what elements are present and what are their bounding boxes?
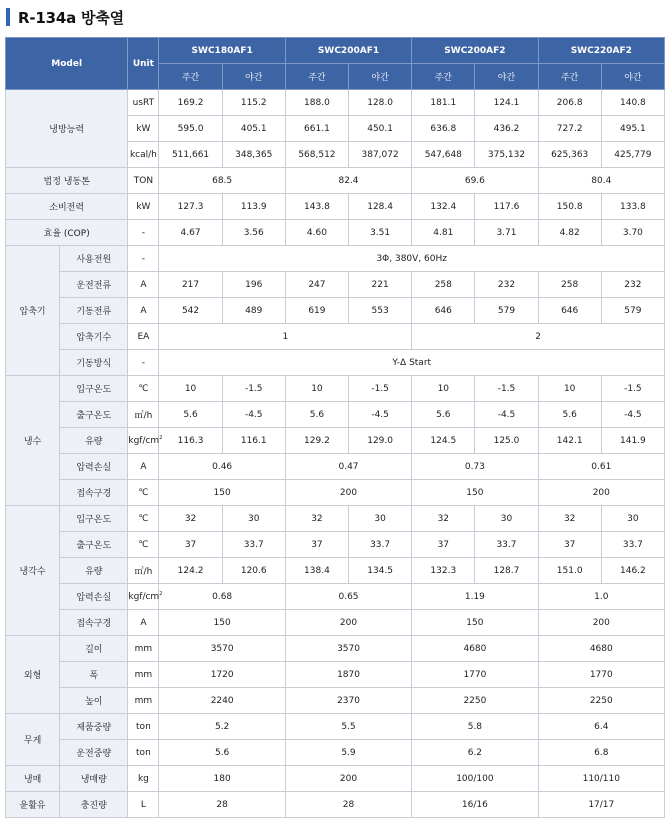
unit-cell: ㎥/h bbox=[128, 558, 159, 584]
value-cell: -1.5 bbox=[222, 376, 285, 402]
row-label: 제품중량 bbox=[60, 714, 128, 740]
row-label-cop: 효율 (COP) bbox=[6, 220, 128, 246]
value-cell: 495.1 bbox=[601, 116, 664, 142]
value-cell: 128.4 bbox=[349, 194, 412, 220]
unit-cell: kW bbox=[128, 116, 159, 142]
value-cell: 646 bbox=[538, 298, 601, 324]
value-cell: 646 bbox=[412, 298, 475, 324]
value-cell: 32 bbox=[285, 506, 348, 532]
value-cell: 150 bbox=[159, 610, 285, 636]
value-cell: 32 bbox=[159, 506, 222, 532]
value-cell: 619 bbox=[285, 298, 348, 324]
value-cell: 6.4 bbox=[538, 714, 664, 740]
header-day: 주간 bbox=[538, 64, 601, 90]
value-cell: 28 bbox=[285, 792, 411, 818]
table-row bbox=[6, 246, 665, 272]
unit-cell: - bbox=[128, 246, 159, 272]
table-row bbox=[6, 558, 665, 584]
value-cell: 200 bbox=[285, 480, 411, 506]
value-cell: 17/17 bbox=[538, 792, 664, 818]
value-cell: 82.4 bbox=[285, 168, 411, 194]
unit-cell: usRT bbox=[128, 90, 159, 116]
header-row-models bbox=[6, 38, 665, 64]
unit-cell: kg bbox=[128, 766, 159, 792]
header-day: 주간 bbox=[285, 64, 348, 90]
value-cell: 1 bbox=[159, 324, 412, 350]
value-cell: 247 bbox=[285, 272, 348, 298]
value-cell: 0.47 bbox=[285, 454, 411, 480]
value-cell: 3.70 bbox=[601, 220, 664, 246]
value-cell: 124.2 bbox=[159, 558, 222, 584]
unit-cell: A bbox=[128, 272, 159, 298]
unit-cell: mm bbox=[128, 688, 159, 714]
value-cell: 3.56 bbox=[222, 220, 285, 246]
value-cell: 489 bbox=[222, 298, 285, 324]
table-row bbox=[6, 168, 665, 194]
row-label: 기동방식 bbox=[60, 350, 128, 376]
unit-text: kgf/cm bbox=[128, 592, 160, 602]
value-cell: -1.5 bbox=[349, 376, 412, 402]
unit-cell: - bbox=[128, 350, 159, 376]
value-cell: 4.60 bbox=[285, 220, 348, 246]
row-label: 높이 bbox=[60, 688, 128, 714]
value-cell: 625,363 bbox=[538, 142, 601, 168]
value-cell: 5.2 bbox=[159, 714, 285, 740]
value-cell: 4680 bbox=[538, 636, 664, 662]
value-cell: 143.8 bbox=[285, 194, 348, 220]
value-cell: -4.5 bbox=[475, 402, 538, 428]
row-label: 기동전류 bbox=[60, 298, 128, 324]
value-cell: 375,132 bbox=[475, 142, 538, 168]
value-cell: 436.2 bbox=[475, 116, 538, 142]
value-cell: 4.82 bbox=[538, 220, 601, 246]
unit-cell: L bbox=[128, 792, 159, 818]
value-cell: 117.6 bbox=[475, 194, 538, 220]
unit-cell: ton bbox=[128, 714, 159, 740]
value-cell: 221 bbox=[349, 272, 412, 298]
value-cell: 3Φ, 380V, 60Hz bbox=[159, 246, 665, 272]
header-day: 주간 bbox=[412, 64, 475, 90]
value-cell: 2 bbox=[412, 324, 665, 350]
table-row bbox=[6, 792, 665, 818]
unit-cell bbox=[128, 584, 163, 610]
unit-cell: kcal/h bbox=[128, 142, 159, 168]
header-model: Model bbox=[6, 38, 128, 90]
value-cell: 450.1 bbox=[349, 116, 412, 142]
unit-cell: ℃ bbox=[128, 532, 159, 558]
value-cell: 10 bbox=[538, 376, 601, 402]
value-cell: 2250 bbox=[538, 688, 664, 714]
unit-cell: A bbox=[128, 454, 159, 480]
value-cell: 129.2 bbox=[285, 428, 348, 454]
value-cell: 30 bbox=[475, 506, 538, 532]
value-cell: 124.1 bbox=[475, 90, 538, 116]
row-label: 길이 bbox=[60, 636, 128, 662]
unit-superscript: 2 bbox=[159, 591, 163, 597]
header-model-name: SWC180AF1 bbox=[159, 38, 285, 64]
value-cell: 568,512 bbox=[285, 142, 348, 168]
value-cell: 180 bbox=[159, 766, 285, 792]
unit-cell: A bbox=[128, 298, 159, 324]
value-cell: 425,779 bbox=[601, 142, 664, 168]
unit-cell: ton bbox=[128, 740, 159, 766]
group-label-compressor: 압축기 bbox=[6, 246, 60, 376]
value-cell: 181.1 bbox=[412, 90, 475, 116]
unit-cell: - bbox=[128, 220, 159, 246]
table-row bbox=[6, 506, 665, 532]
row-label: 유량 bbox=[60, 558, 128, 584]
row-label: 충진량 bbox=[60, 792, 128, 818]
row-label: 유량 bbox=[60, 428, 128, 454]
row-label: 사용전원 bbox=[60, 246, 128, 272]
value-cell: Y-Δ Start bbox=[159, 350, 665, 376]
value-cell: 0.65 bbox=[285, 584, 411, 610]
value-cell: 661.1 bbox=[285, 116, 348, 142]
value-cell: 405.1 bbox=[222, 116, 285, 142]
value-cell: 2250 bbox=[412, 688, 538, 714]
table-row bbox=[6, 324, 665, 350]
value-cell: 579 bbox=[475, 298, 538, 324]
unit-cell: ℃ bbox=[128, 480, 159, 506]
value-cell: 3.51 bbox=[349, 220, 412, 246]
unit-cell: mm bbox=[128, 662, 159, 688]
table-row bbox=[6, 272, 665, 298]
value-cell: 68.5 bbox=[159, 168, 285, 194]
value-cell: 5.5 bbox=[285, 714, 411, 740]
value-cell: 125.0 bbox=[475, 428, 538, 454]
table-row bbox=[6, 402, 665, 428]
value-cell: 2240 bbox=[159, 688, 285, 714]
value-cell: 127.3 bbox=[159, 194, 222, 220]
header-day: 주간 bbox=[159, 64, 222, 90]
value-cell: 142.1 bbox=[538, 428, 601, 454]
value-cell: 542 bbox=[159, 298, 222, 324]
value-cell: 128.0 bbox=[349, 90, 412, 116]
value-cell: 511,661 bbox=[159, 142, 222, 168]
value-cell: 16/16 bbox=[412, 792, 538, 818]
value-cell: 5.8 bbox=[412, 714, 538, 740]
value-cell: 150 bbox=[412, 480, 538, 506]
value-cell: 132.4 bbox=[412, 194, 475, 220]
value-cell: 32 bbox=[538, 506, 601, 532]
value-cell: 141.9 bbox=[601, 428, 664, 454]
row-label: 입구온도 bbox=[60, 376, 128, 402]
value-cell: 33.7 bbox=[222, 532, 285, 558]
value-cell: 4.67 bbox=[159, 220, 222, 246]
value-cell: 6.8 bbox=[538, 740, 664, 766]
value-cell: 3570 bbox=[159, 636, 285, 662]
table-row bbox=[6, 636, 665, 662]
value-cell: 69.6 bbox=[412, 168, 538, 194]
table-row bbox=[6, 376, 665, 402]
value-cell: 636.8 bbox=[412, 116, 475, 142]
row-label: 운전중량 bbox=[60, 740, 128, 766]
value-cell: 3.71 bbox=[475, 220, 538, 246]
value-cell: 1.19 bbox=[412, 584, 538, 610]
group-label-dimensions: 외형 bbox=[6, 636, 60, 714]
value-cell: 113.9 bbox=[222, 194, 285, 220]
value-cell: -4.5 bbox=[349, 402, 412, 428]
value-cell: 0.46 bbox=[159, 454, 285, 480]
value-cell: 196 bbox=[222, 272, 285, 298]
row-label: 폭 bbox=[60, 662, 128, 688]
value-cell: 30 bbox=[222, 506, 285, 532]
group-label-chilled-water: 냉수 bbox=[6, 376, 60, 506]
value-cell: 140.8 bbox=[601, 90, 664, 116]
value-cell: 553 bbox=[349, 298, 412, 324]
value-cell: 32 bbox=[412, 506, 475, 532]
value-cell: 80.4 bbox=[538, 168, 664, 194]
value-cell: 232 bbox=[475, 272, 538, 298]
header-model-name: SWC200AF1 bbox=[285, 38, 411, 64]
group-label-cooling-water: 냉각수 bbox=[6, 506, 60, 636]
table-row bbox=[6, 350, 665, 376]
value-cell: 595.0 bbox=[159, 116, 222, 142]
row-label-capacity: 냉방능력 bbox=[6, 90, 128, 168]
value-cell: 33.7 bbox=[349, 532, 412, 558]
value-cell: 1870 bbox=[285, 662, 411, 688]
value-cell: 30 bbox=[349, 506, 412, 532]
value-cell: 33.7 bbox=[601, 532, 664, 558]
value-cell: 133.8 bbox=[601, 194, 664, 220]
value-cell: 28 bbox=[159, 792, 285, 818]
table-row bbox=[6, 662, 665, 688]
value-cell: 150 bbox=[412, 610, 538, 636]
value-cell: 138.4 bbox=[285, 558, 348, 584]
value-cell: 547,648 bbox=[412, 142, 475, 168]
row-label: 압축기수 bbox=[60, 324, 128, 350]
value-cell: 200 bbox=[538, 480, 664, 506]
unit-cell: ℃ bbox=[128, 376, 159, 402]
value-cell: 5.9 bbox=[285, 740, 411, 766]
group-label-refrigerant: 냉매 bbox=[6, 766, 60, 792]
value-cell: 0.61 bbox=[538, 454, 664, 480]
value-cell: 6.2 bbox=[412, 740, 538, 766]
value-cell: 1770 bbox=[538, 662, 664, 688]
header-night: 야간 bbox=[475, 64, 538, 90]
value-cell: 37 bbox=[412, 532, 475, 558]
table-row bbox=[6, 584, 665, 610]
value-cell: 200 bbox=[538, 610, 664, 636]
value-cell: 129.0 bbox=[349, 428, 412, 454]
unit-superscript: 2 bbox=[159, 435, 163, 441]
page-title bbox=[6, 6, 124, 28]
header-unit: Unit bbox=[128, 38, 159, 90]
value-cell: 387,072 bbox=[349, 142, 412, 168]
table-row bbox=[6, 90, 665, 116]
value-cell: 206.8 bbox=[538, 90, 601, 116]
value-cell: 258 bbox=[412, 272, 475, 298]
value-cell: 10 bbox=[159, 376, 222, 402]
unit-text: kgf/cm bbox=[128, 436, 160, 446]
table-row bbox=[6, 480, 665, 506]
table-row bbox=[6, 688, 665, 714]
value-cell: 0.68 bbox=[159, 584, 285, 610]
value-cell: 100/100 bbox=[412, 766, 538, 792]
value-cell: 200 bbox=[285, 766, 411, 792]
value-cell: 115.2 bbox=[222, 90, 285, 116]
value-cell: 10 bbox=[412, 376, 475, 402]
row-label: 출구온도 bbox=[60, 532, 128, 558]
table-row bbox=[6, 766, 665, 792]
value-cell: 10 bbox=[285, 376, 348, 402]
value-cell: 1770 bbox=[412, 662, 538, 688]
value-cell: 30 bbox=[601, 506, 664, 532]
value-cell: 0.73 bbox=[412, 454, 538, 480]
unit-cell: kW bbox=[128, 194, 159, 220]
row-label: 운전전류 bbox=[60, 272, 128, 298]
value-cell: -4.5 bbox=[222, 402, 285, 428]
header-night: 야간 bbox=[349, 64, 412, 90]
value-cell: 134.5 bbox=[349, 558, 412, 584]
value-cell: 151.0 bbox=[538, 558, 601, 584]
row-label: 냉매량 bbox=[60, 766, 128, 792]
value-cell: 579 bbox=[601, 298, 664, 324]
table-row bbox=[6, 740, 665, 766]
value-cell: -1.5 bbox=[475, 376, 538, 402]
value-cell: 348,365 bbox=[222, 142, 285, 168]
unit-cell bbox=[128, 428, 163, 454]
value-cell: 116.1 bbox=[222, 428, 285, 454]
header-night: 야간 bbox=[601, 64, 664, 90]
table-row bbox=[6, 532, 665, 558]
header-model-name: SWC200AF2 bbox=[412, 38, 538, 64]
value-cell: -4.5 bbox=[601, 402, 664, 428]
value-cell: 120.6 bbox=[222, 558, 285, 584]
title-accent-bar bbox=[6, 8, 10, 26]
value-cell: 5.6 bbox=[538, 402, 601, 428]
unit-cell: TON bbox=[128, 168, 159, 194]
row-label: 압력손실 bbox=[60, 454, 128, 480]
value-cell: 188.0 bbox=[285, 90, 348, 116]
value-cell: 110/110 bbox=[538, 766, 664, 792]
table-row bbox=[6, 610, 665, 636]
value-cell: 217 bbox=[159, 272, 222, 298]
table-row bbox=[6, 298, 665, 324]
row-label: 접속구경 bbox=[60, 610, 128, 636]
row-label-power: 소비전력 bbox=[6, 194, 128, 220]
row-label-legal-ton: 법정 냉동톤 bbox=[6, 168, 128, 194]
value-cell: 132.3 bbox=[412, 558, 475, 584]
value-cell: 232 bbox=[601, 272, 664, 298]
value-cell: 200 bbox=[285, 610, 411, 636]
header-night: 야간 bbox=[222, 64, 285, 90]
group-label-weight: 무게 bbox=[6, 714, 60, 766]
row-label: 입구온도 bbox=[60, 506, 128, 532]
value-cell: 1.0 bbox=[538, 584, 664, 610]
unit-cell: EA bbox=[128, 324, 159, 350]
value-cell: 1720 bbox=[159, 662, 285, 688]
header-model-name: SWC220AF2 bbox=[538, 38, 664, 64]
value-cell: 3570 bbox=[285, 636, 411, 662]
value-cell: 37 bbox=[159, 532, 222, 558]
value-cell: 150.8 bbox=[538, 194, 601, 220]
unit-cell: ℃ bbox=[128, 506, 159, 532]
value-cell: 4.81 bbox=[412, 220, 475, 246]
page-title-text: R-134a 방축열 bbox=[18, 8, 124, 27]
value-cell: 33.7 bbox=[475, 532, 538, 558]
value-cell: 116.3 bbox=[159, 428, 222, 454]
value-cell: 4680 bbox=[412, 636, 538, 662]
unit-cell: mm bbox=[128, 636, 159, 662]
value-cell: 150 bbox=[159, 480, 285, 506]
group-label-oil: 윤활유 bbox=[6, 792, 60, 818]
value-cell: 258 bbox=[538, 272, 601, 298]
value-cell: 727.2 bbox=[538, 116, 601, 142]
unit-cell: A bbox=[128, 610, 159, 636]
value-cell: 5.6 bbox=[159, 740, 285, 766]
value-cell: -1.5 bbox=[601, 376, 664, 402]
row-label: 접속구경 bbox=[60, 480, 128, 506]
table-row bbox=[6, 714, 665, 740]
value-cell: 128.7 bbox=[475, 558, 538, 584]
value-cell: 2370 bbox=[285, 688, 411, 714]
value-cell: 5.6 bbox=[159, 402, 222, 428]
table-row bbox=[6, 428, 665, 454]
value-cell: 37 bbox=[538, 532, 601, 558]
spec-table bbox=[5, 37, 665, 818]
value-cell: 37 bbox=[285, 532, 348, 558]
value-cell: 5.6 bbox=[285, 402, 348, 428]
row-label: 출구온도 bbox=[60, 402, 128, 428]
row-label: 압력손실 bbox=[60, 584, 128, 610]
table-row bbox=[6, 220, 665, 246]
value-cell: 146.2 bbox=[601, 558, 664, 584]
table-row bbox=[6, 194, 665, 220]
unit-cell: ㎥/h bbox=[128, 402, 159, 428]
value-cell: 5.6 bbox=[412, 402, 475, 428]
value-cell: 169.2 bbox=[159, 90, 222, 116]
table-row bbox=[6, 454, 665, 480]
value-cell: 124.5 bbox=[412, 428, 475, 454]
